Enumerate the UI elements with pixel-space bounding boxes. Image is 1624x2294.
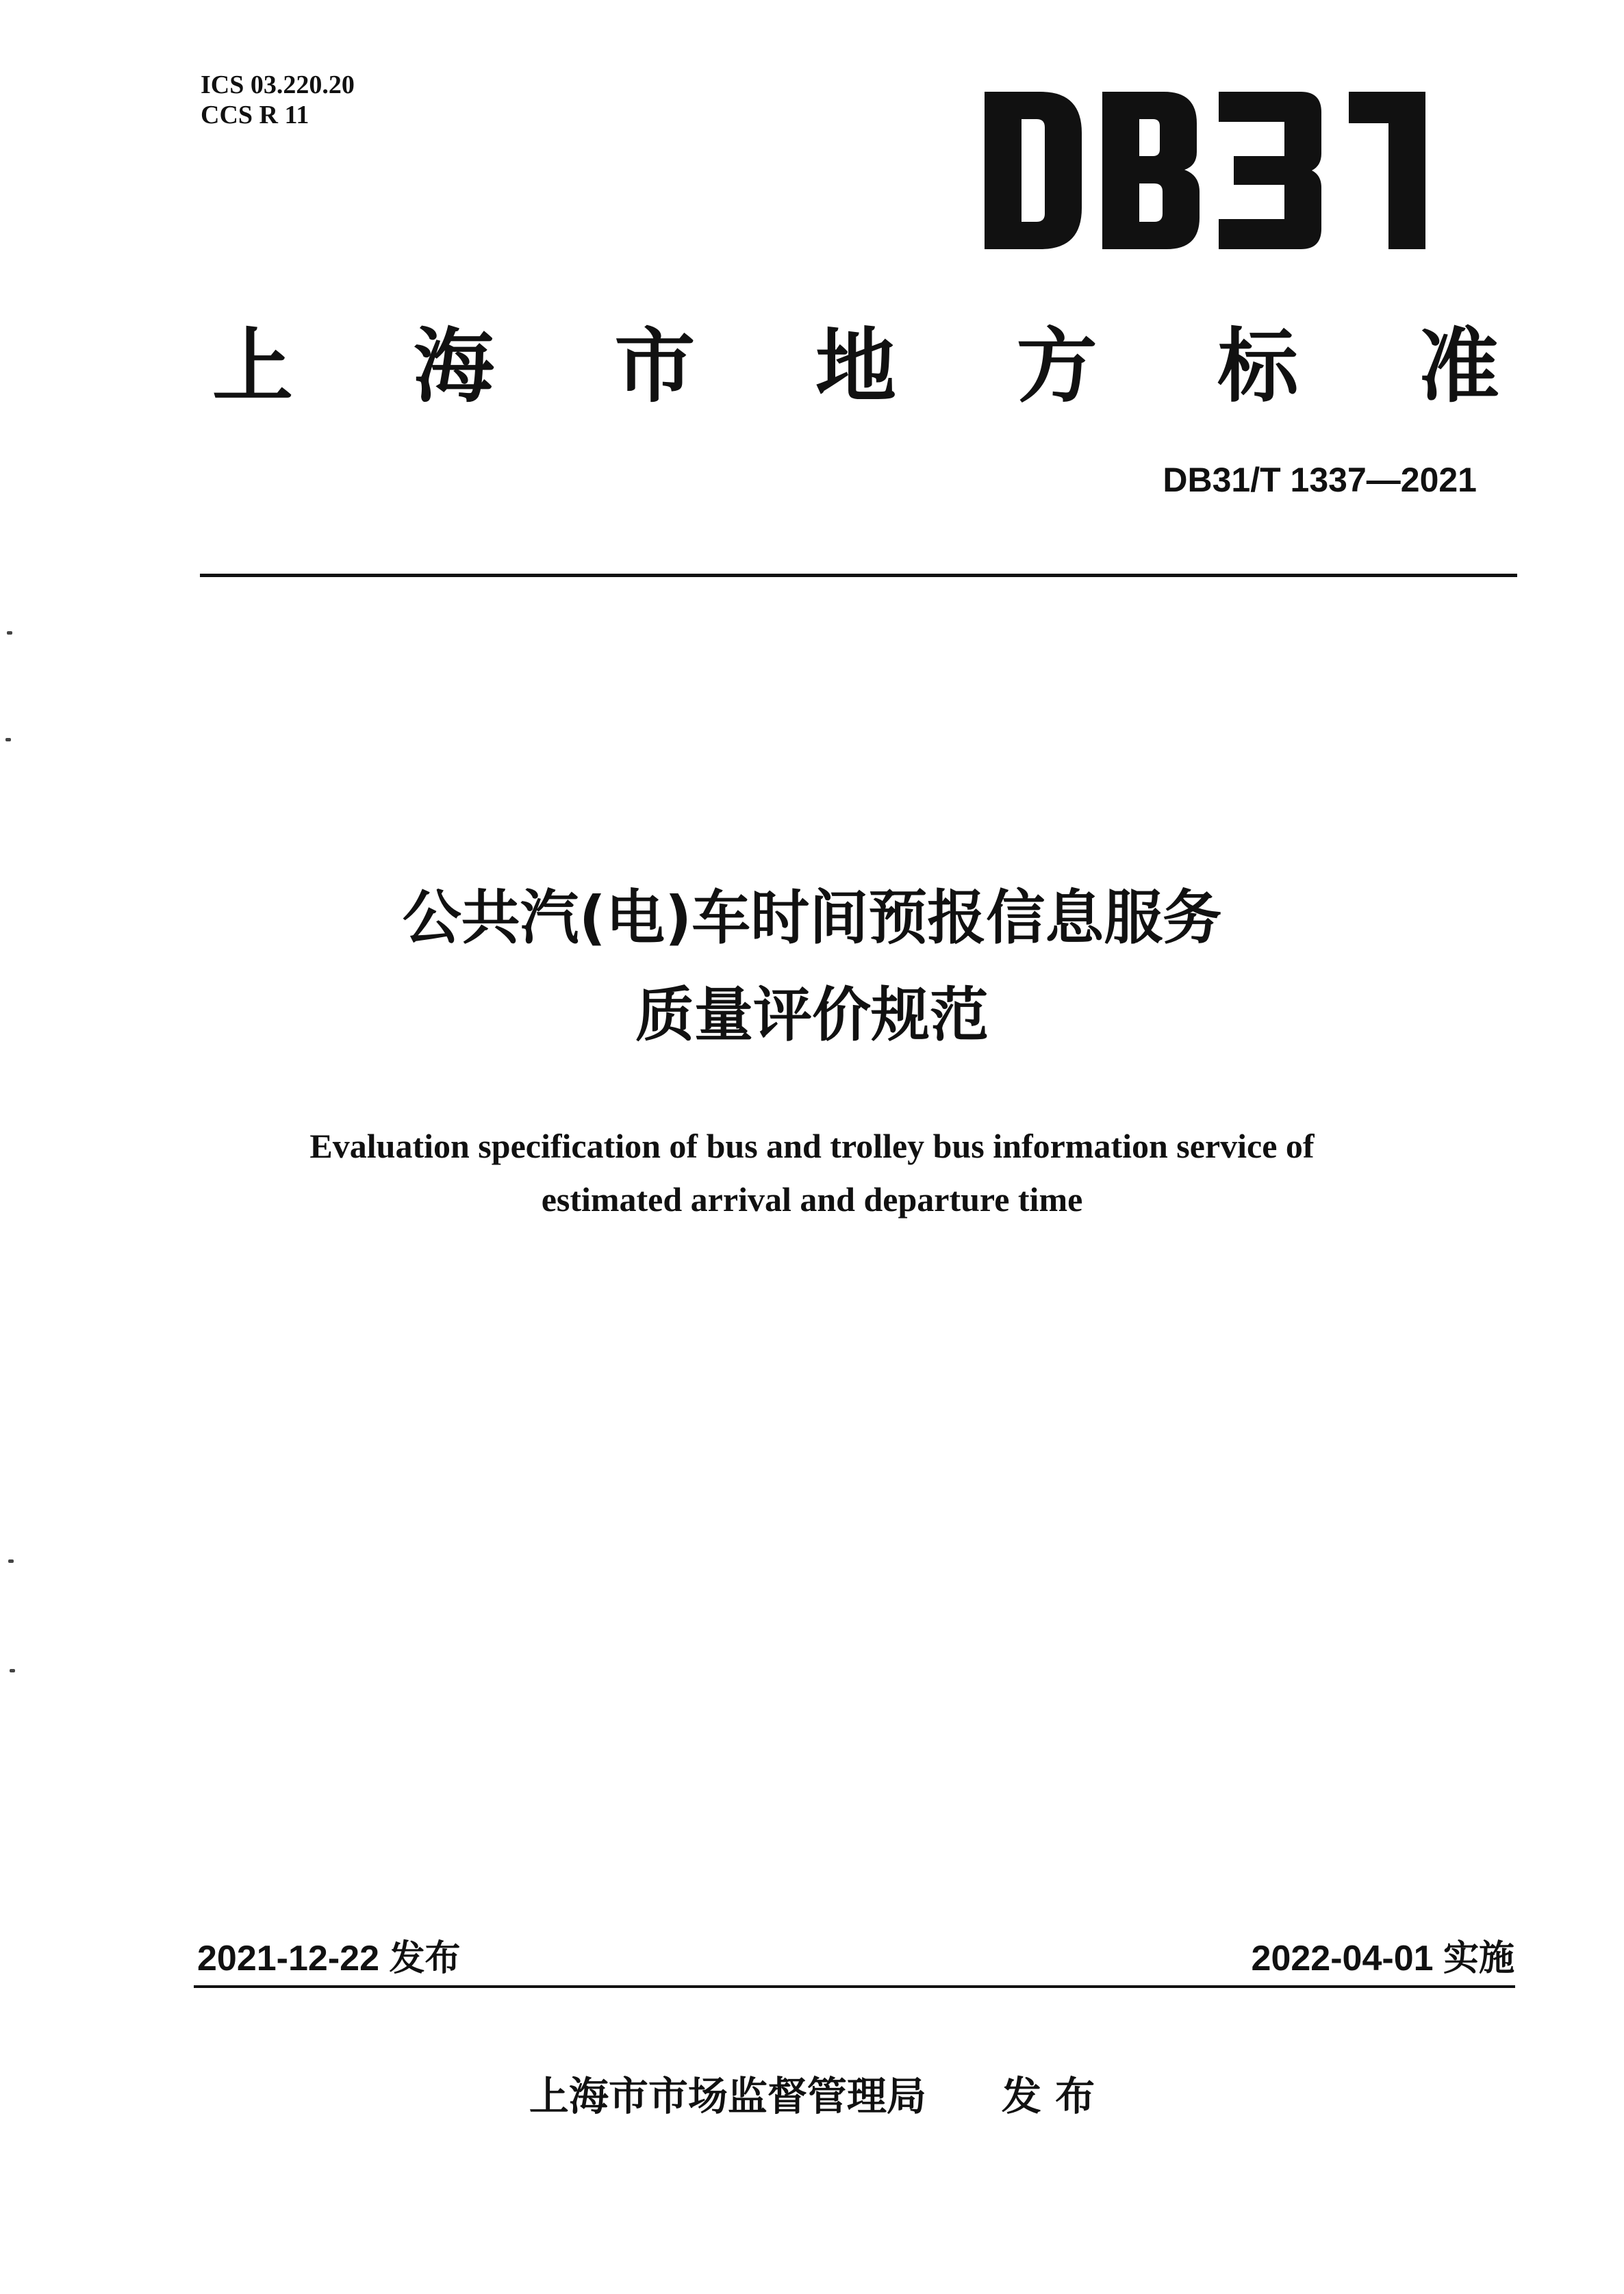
standard-type-char: 市 [614, 319, 696, 413]
ics-code: ICS 03.220.20 [201, 71, 355, 99]
scan-speck [7, 631, 12, 635]
footer-divider [194, 1985, 1515, 1988]
issuer-name: 上海市市场监督管理局 [529, 2073, 926, 2119]
issue-date: 2021-12-22 发布 [197, 1939, 461, 1978]
ccs-code: CCS R 11 [201, 101, 309, 129]
classification-codes [201, 70, 355, 130]
standard-type-char: 海 [413, 319, 494, 413]
chinese-title [196, 869, 1428, 1064]
db31-logo [979, 85, 1431, 256]
english-title-line-1: Evaluation specification of bus and trolley bus information service of [309, 1127, 1315, 1165]
standard-type-char: 标 [1217, 319, 1299, 413]
scan-speck [10, 1669, 15, 1672]
standard-type-char: 上 [212, 319, 294, 413]
english-title-line-2: estimated arrival and departure time [541, 1180, 1083, 1219]
scan-speck [8, 1559, 14, 1563]
chinese-title-line-2: 质量评价规范 [635, 981, 989, 1049]
standard-number: DB31/T 1337—2021 [1163, 461, 1477, 499]
implementation-date: 2022-04-01 实施 [1251, 1939, 1514, 1978]
standard-type-heading [212, 311, 1499, 413]
issuer-action: 发 布 [1001, 2073, 1095, 2119]
english-title [196, 1119, 1428, 1226]
issuing-authority [196, 2064, 1428, 2121]
standard-type-char: 准 [1418, 319, 1499, 413]
scan-speck [5, 738, 11, 741]
header-divider [200, 574, 1517, 577]
standard-type-char: 方 [1016, 319, 1098, 413]
standard-type-char: 地 [815, 319, 896, 413]
chinese-title-line-1: 公共汽(电)车时间预报信息服务 [402, 884, 1222, 952]
